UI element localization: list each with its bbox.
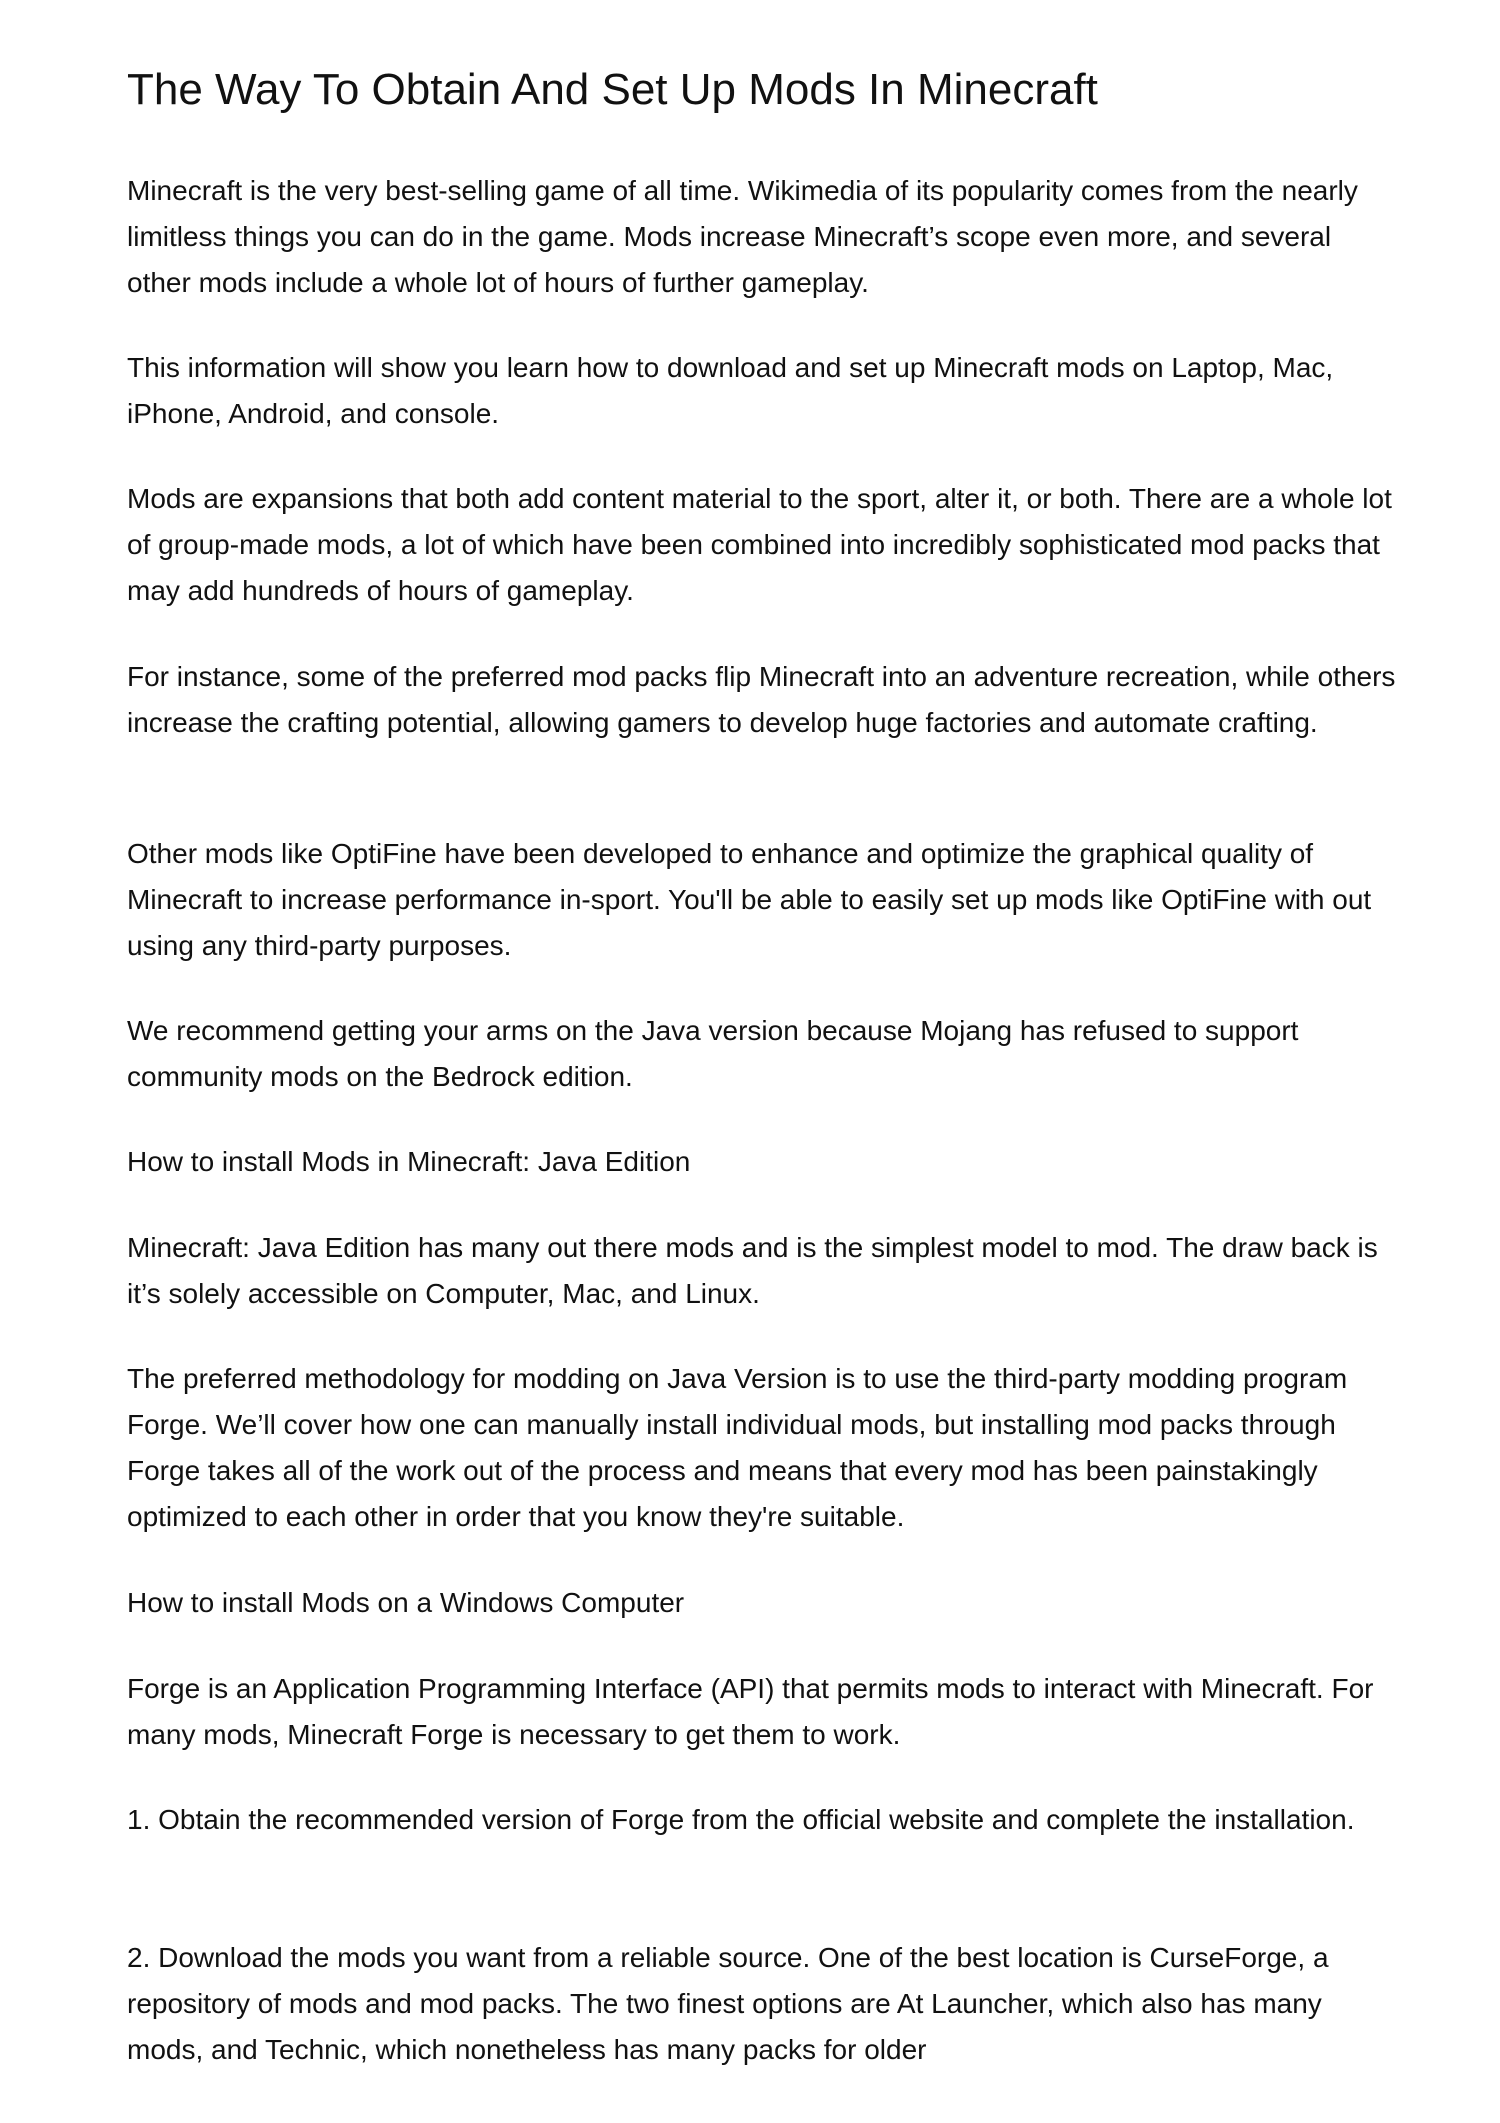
- list-item-step-1: 1. Obtain the recommended version of Forge from the official website and complete the installation.: [127, 1804, 1355, 1835]
- paragraph-8: The preferred methodology for modding on Java Version is to use the third-party modding program Forge. We’ll cover how one can manually install individual mods, but installing mod packs through Forge takes all of the work out of the process and means that every mod has been painstakingly optimized to each other in order that you know they're suitable.: [127, 1363, 1348, 1532]
- paragraph-4: For instance, some of the preferred mod packs flip Minecraft into an adventure recreation, while others increase the crafting potential, allowing gamers to develop huge factories and automate crafting.: [127, 661, 1396, 738]
- paragraph-3: Mods are expansions that both add content material to the sport, alter it, or both. There are a whole lot of group-made mods, a lot of which have been combined into incredibly sophisticated mod packs that may add hundreds of hours of gameplay.: [127, 483, 1392, 606]
- paragraph-7: Minecraft: Java Edition has many out there mods and is the simplest model to mod. The draw back is it’s solely accessible on Computer, Mac, and Linux.: [127, 1232, 1378, 1309]
- paragraph-2: This information will show you learn how to download and set up Minecraft mods on Laptop, Mac, iPhone, Android, and console.: [127, 352, 1334, 429]
- list-item-step-2: 2. Download the mods you want from a reliable source. One of the best location is CurseForge, a repository of mods and mod packs. The two finest options are At Launcher, which also has many mods, and Technic, which nonetheless has many packs for older: [127, 1942, 1329, 2065]
- section-heading-windows: How to install Mods on a Windows Computer: [127, 1587, 685, 1618]
- section-heading-java-edition: How to install Mods in Minecraft: Java Edition: [127, 1146, 691, 1177]
- paragraph-6: We recommend getting your arms on the Java version because Mojang has refused to support community mods on the Bedrock edition.: [127, 1015, 1299, 1092]
- paragraph-5: Other mods like OptiFine have been developed to enhance and optimize the graphical quality of Minecraft to increase performance in-sport. You'll be able to easily set up mods like OptiFine with out using any third-party purposes.: [127, 838, 1372, 961]
- paragraph-1: Minecraft is the very best-selling game of all time. Wikimedia of its popularity comes from the nearly limitless things you can do in the game. Mods increase Minecraft’s scope even more, and several other mods include a whole lot of hours of further gameplay.: [127, 175, 1358, 298]
- paragraph-9: Forge is an Application Programming Interface (API) that permits mods to interact with Minecraft. For many mods, Minecraft Forge is necessary to get them to work.: [127, 1673, 1374, 1750]
- page-title: The Way To Obtain And Set Up Mods In Minecraft: [127, 65, 1098, 114]
